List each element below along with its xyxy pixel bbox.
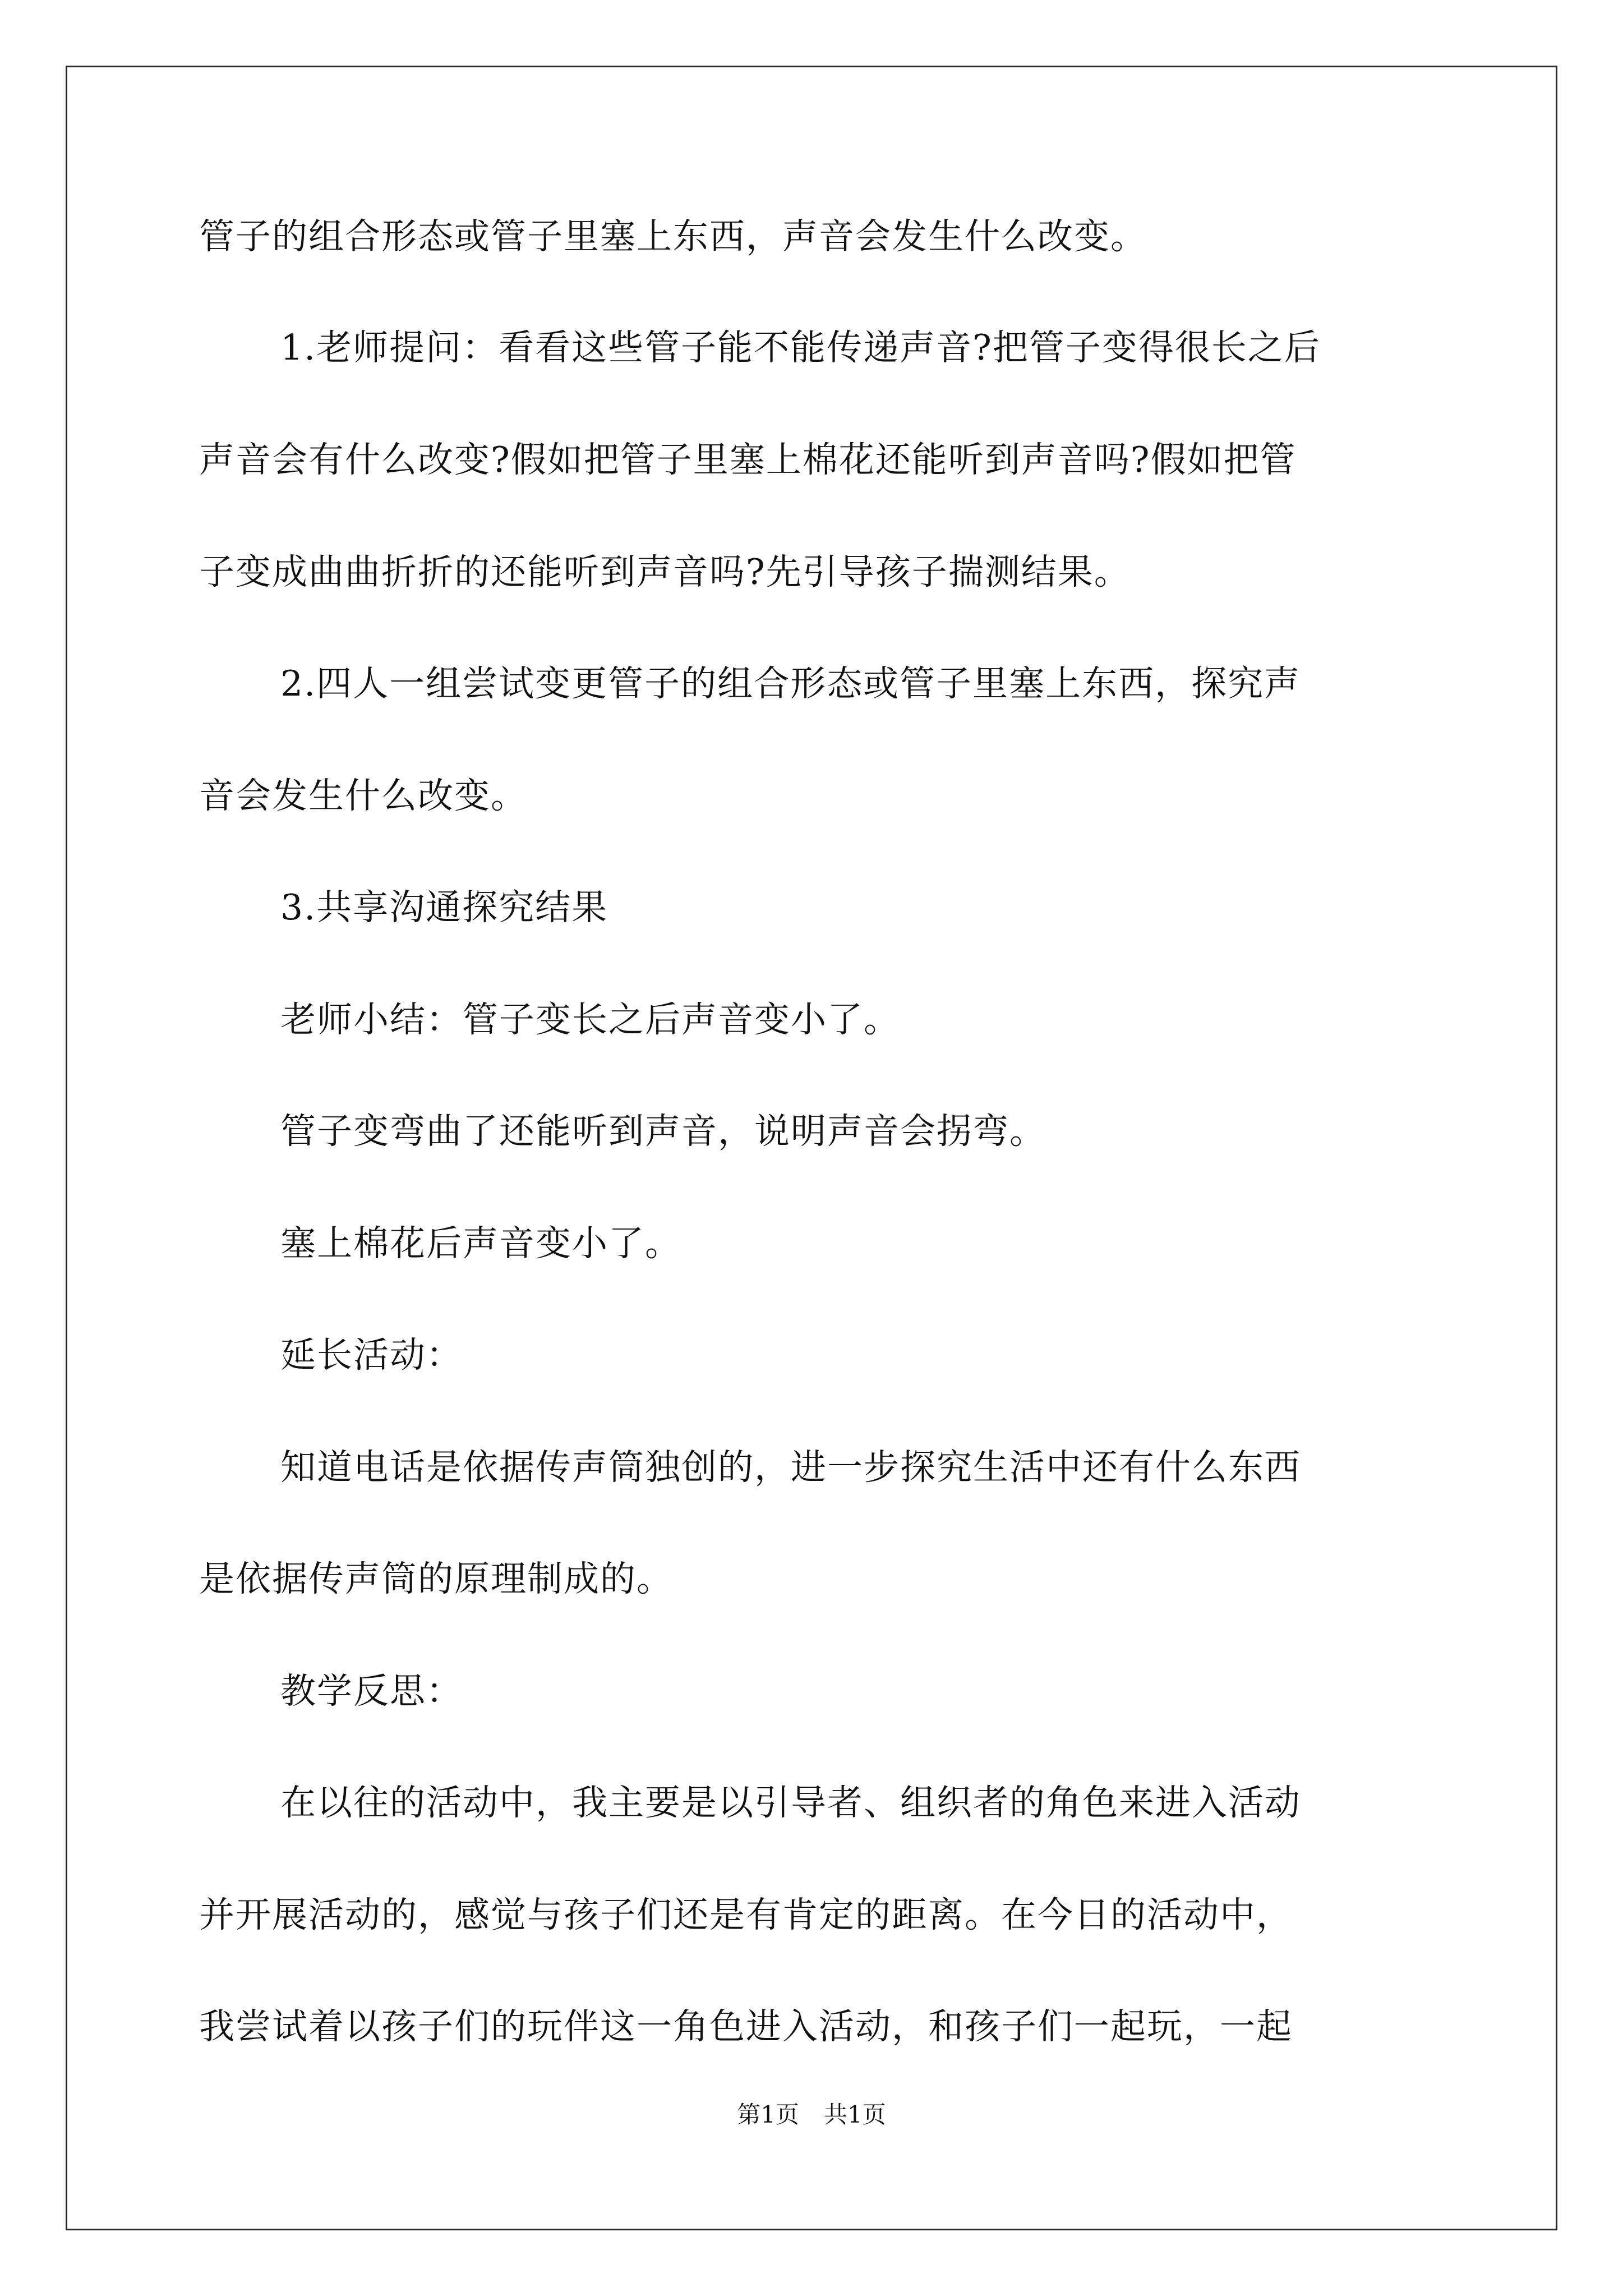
text-line-2: 1.老师提问：看看这些管子能不能传递声音?把管子变得很长之后: [280, 327, 1321, 368]
page-total: 共1页: [824, 2101, 886, 2128]
text-line-5: 2.四人一组尝试变更管子的组合形态或管子里塞上东西，探究声: [280, 663, 1301, 704]
text-line-10: 塞上棉花后声音变小了。: [280, 1223, 681, 1264]
text-line-6: 音会发生什么改变。: [199, 775, 527, 816]
text-line-1: 管子的组合形态或管子里塞上东西，声音会发生什么改变。: [199, 216, 1147, 257]
text-line-13: 是依据传声筒的原理制成的。: [199, 1558, 673, 1599]
text-line-8: 老师小结：管子变长之后声音变小了。: [280, 999, 900, 1040]
text-line-16: 并开展活动的，感觉与孩子们还是有肯定的距离。在今日的活动中，: [199, 1894, 1293, 1935]
text-line-7: 3.共享沟通探究结果: [280, 887, 608, 928]
text-line-9: 管子变弯曲了还能听到声音，说明声音会拐弯。: [280, 1111, 1046, 1152]
page-number: 第1页: [737, 2101, 799, 2128]
page-footer: [0, 2098, 1623, 2132]
text-line-14: 教学反思：: [280, 1671, 463, 1711]
text-line-4: 子变成曲曲折折的还能听到声音吗?先引导孩子揣测结果。: [199, 551, 1131, 592]
text-line-3: 声音会有什么改变?假如把管子里塞上棉花还能听到声音吗?假如把管: [199, 439, 1297, 480]
text-line-12: 知道电话是依据传声筒独创的，进一步探究生活中还有什么东西: [280, 1447, 1301, 1488]
text-line-11: 延长活动：: [280, 1335, 463, 1375]
text-line-15: 在以往的活动中，我主要是以引导者、组织者的角色来进入活动: [280, 1782, 1301, 1823]
text-line-17: 我尝试着以孩子们的玩伴这一角色进入活动，和孩子们一起玩，一起: [199, 2006, 1293, 2047]
